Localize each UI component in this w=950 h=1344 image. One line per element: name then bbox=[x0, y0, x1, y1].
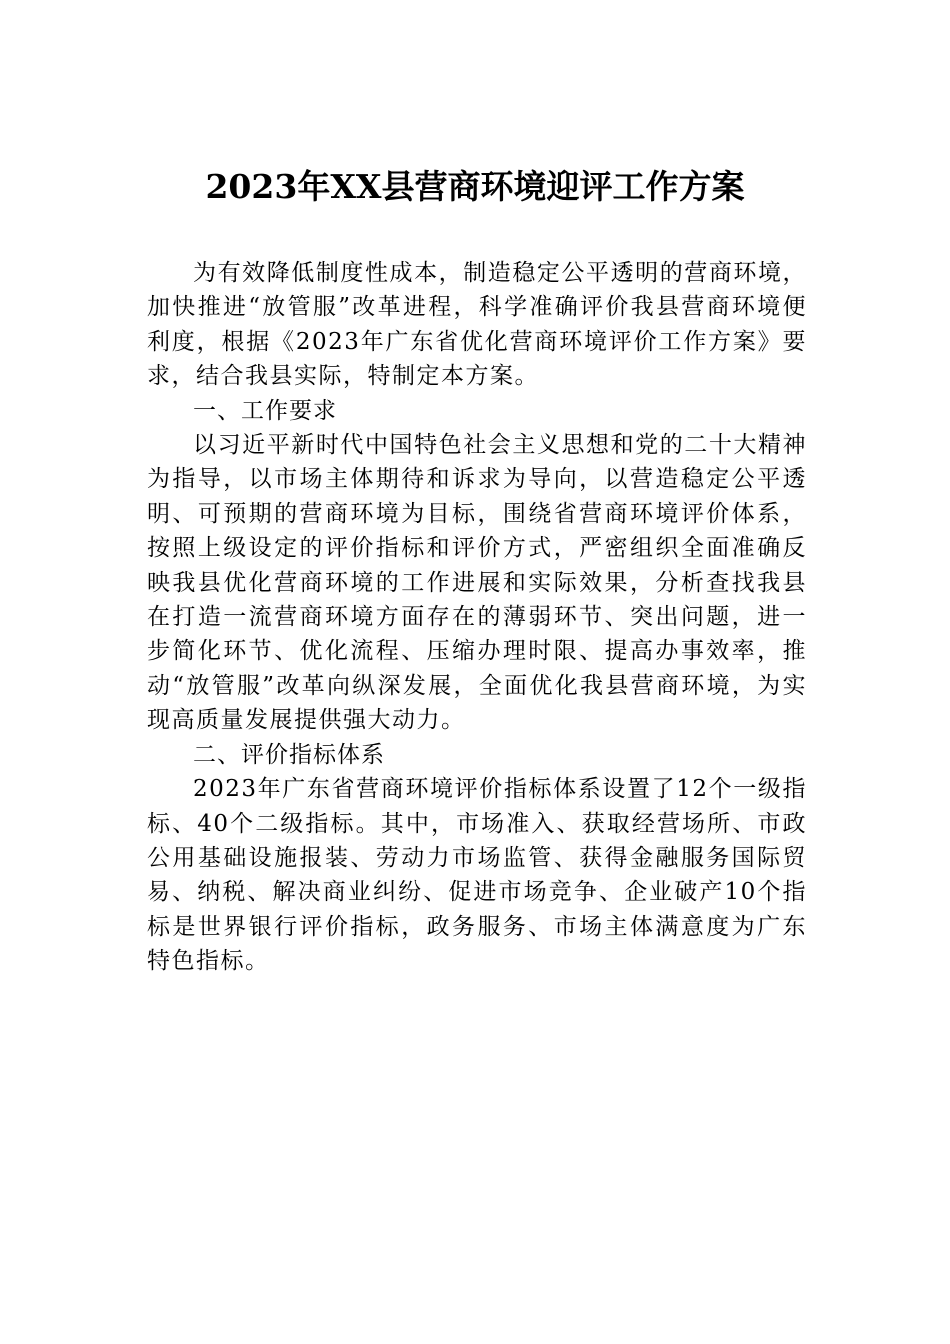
document-title: 2023年XX县营商环境迎评工作方案 bbox=[205, 167, 745, 206]
section-heading-work-requirements: 一、工作要求 bbox=[193, 397, 337, 424]
section-heading-indicator-system: 二、评价指标体系 bbox=[193, 741, 385, 768]
document-body bbox=[147, 256, 807, 979]
work-requirements-paragraph: 以习近平新时代中国特色社会主义思想和党的二十大精神为指导，以市场主体期待和诉求为导向，以营造稳定公平透明、可预期的营商环境为目标，围绕省营商环境评价体系，按照上级设定的评价指标和评价方式，严密组织全面准确反映我县优化营商环境的工作进展和实际效果，分析查找我县在打造一流营商环境方面存在的薄弱环节、突出问题，进一步简化环节、优化流程、压缩办理时限、提高办事效率，推动“放管服”改革向纵深发展，全面优化我县营商环境，为实现高质量发展提供强大动力。 bbox=[147, 432, 807, 734]
intro-paragraph: 为有效降低制度性成本，制造稳定公平透明的营商环境，加快推进“放管服”改革进程，科学准确评价我县营商环境便利度，根据《2023年广东省优化营商环境评价工作方案》要求，结合我县实际，特制定本方案。 bbox=[147, 260, 807, 390]
indicator-system-paragraph: 2023年广东省营商环境评价指标体系设置了12个一级指标、40个二级指标。其中，市场准入、获取经营场所、市政公用基础设施报装、劳动力市场监管、获得金融服务国际贸易、纳税、解决商业纠纷、促进市场竞争、企业破产10个指标是世界银行评价指标，政务服务、市场主体满意度为广东特色指标。 bbox=[147, 776, 807, 975]
